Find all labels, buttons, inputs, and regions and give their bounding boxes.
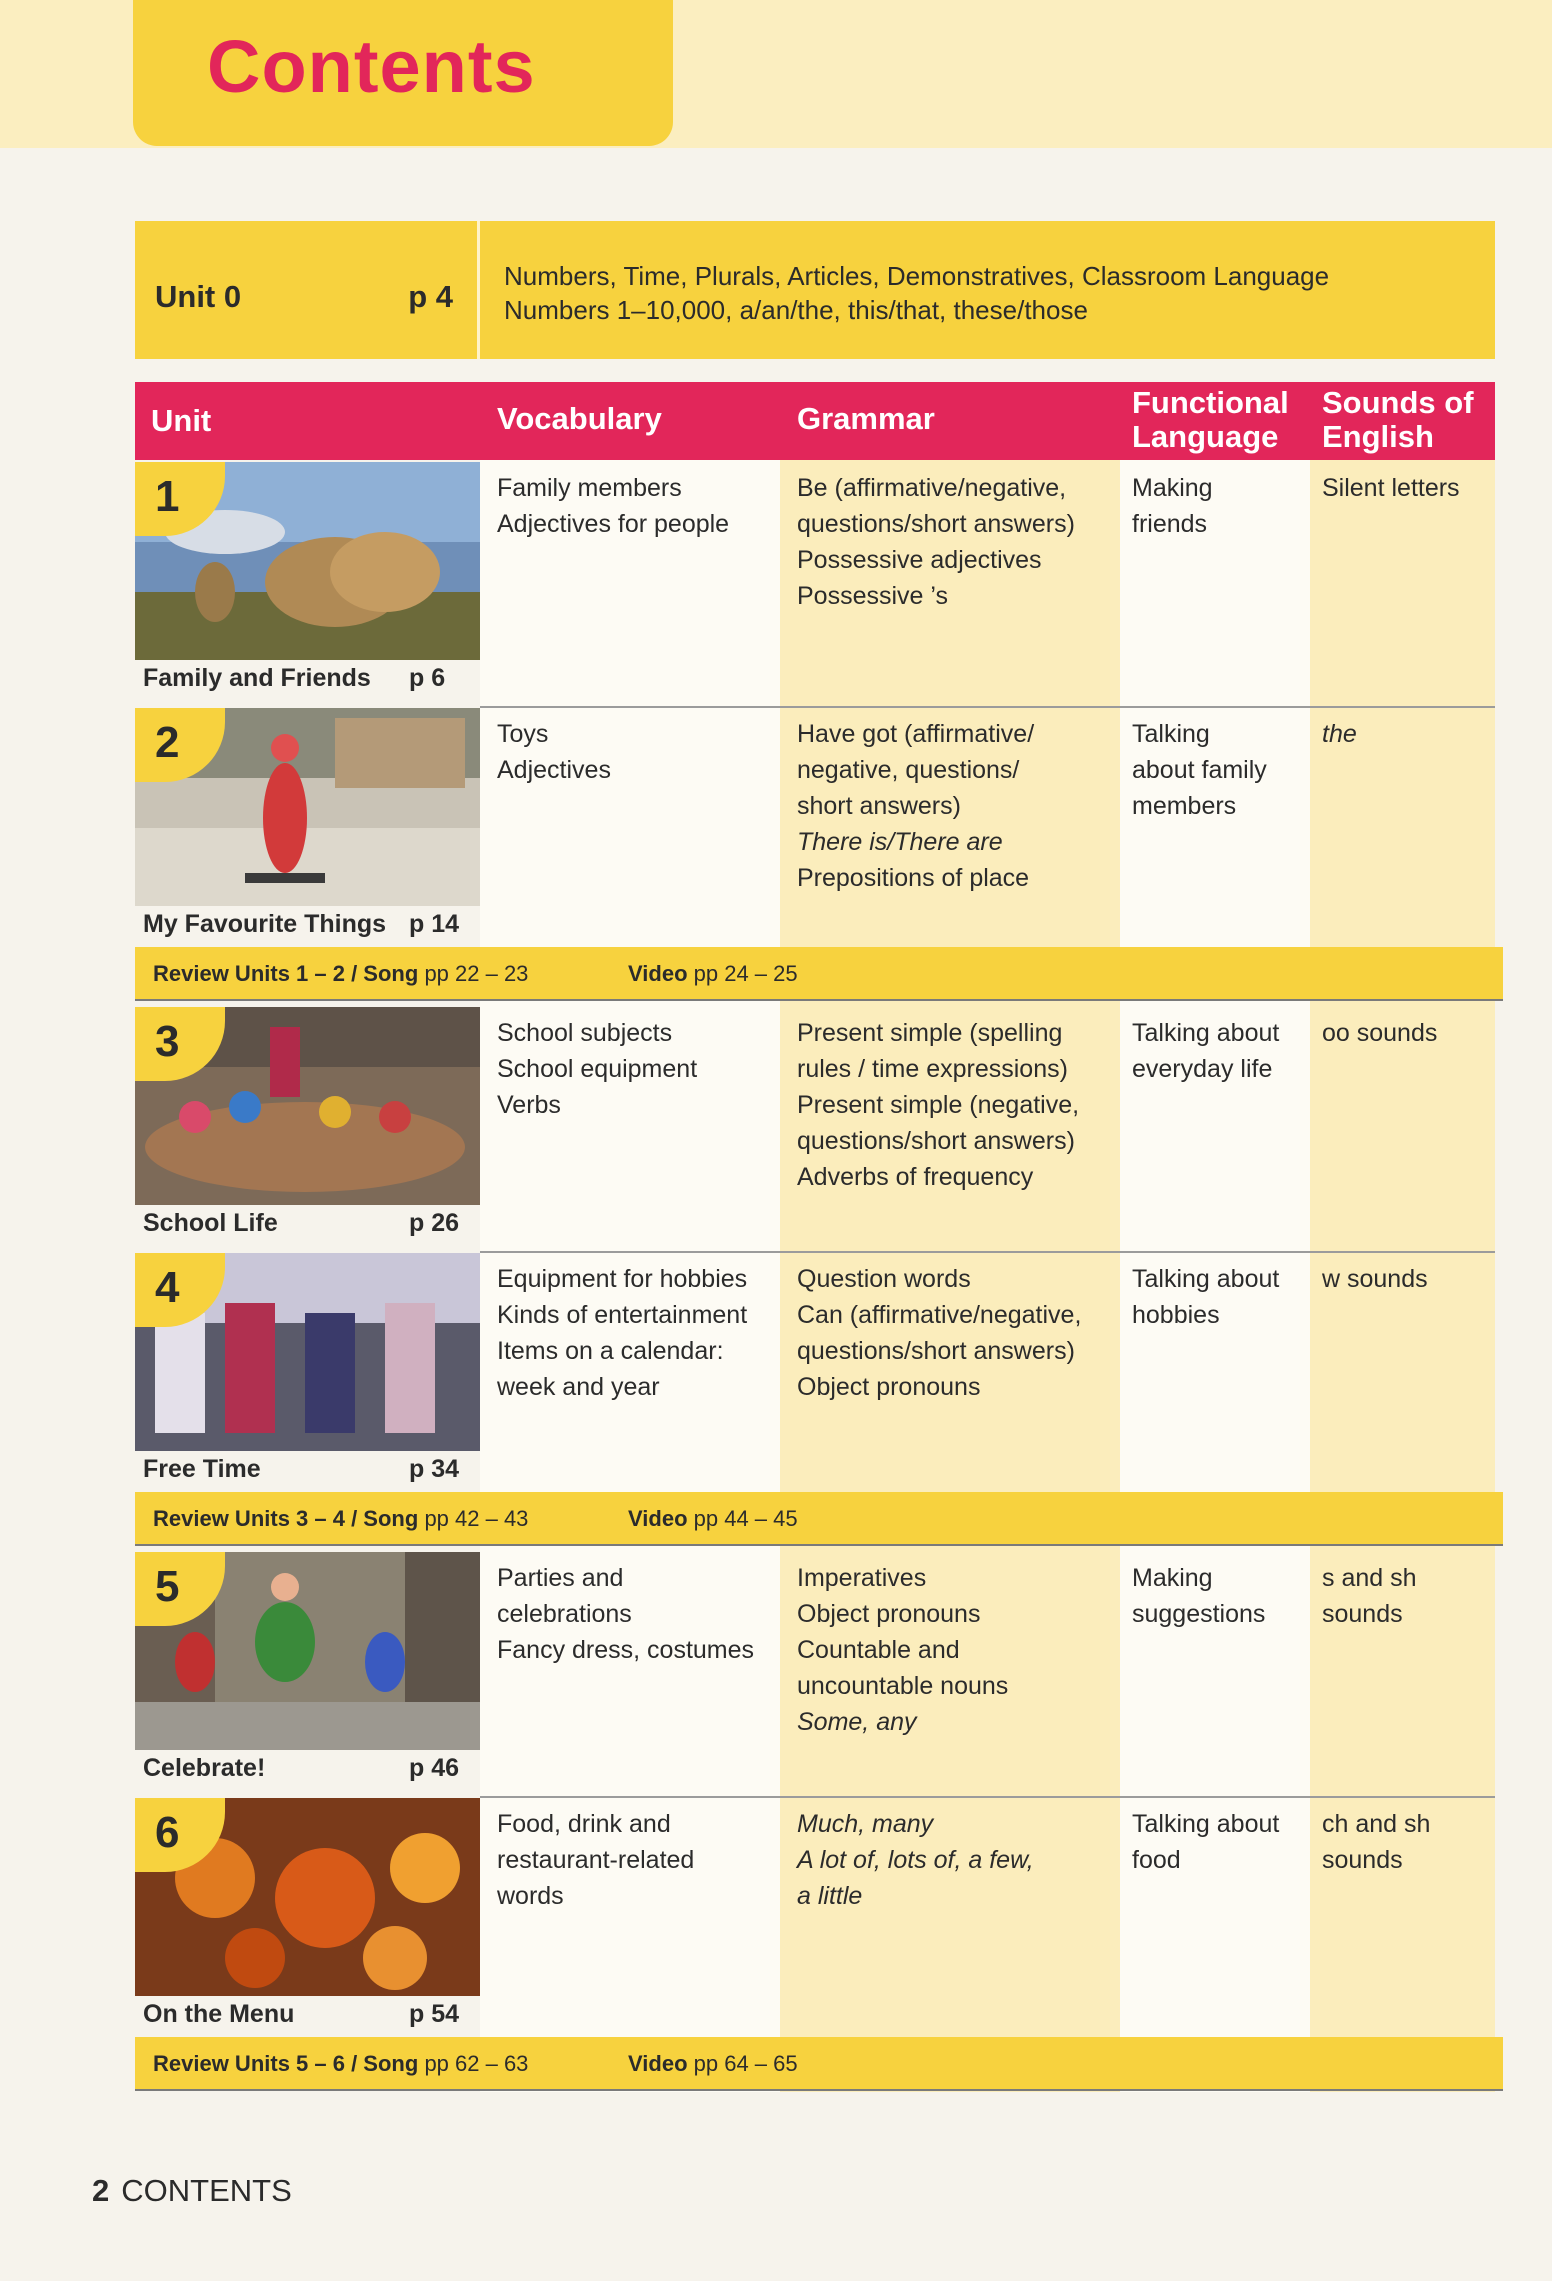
sounds-item: ch and sh (1322, 1810, 1431, 1838)
vocab-item: Items on a calendar: (497, 1337, 724, 1365)
unit-page: p 46 (409, 1754, 460, 1782)
functional-cell (1132, 716, 1312, 824)
sounds-item: the (1322, 720, 1357, 748)
functional-item: Talking about (1132, 1019, 1280, 1047)
grammar-item: rules / time expressions) (797, 1055, 1068, 1083)
functional-cell (1132, 1261, 1312, 1333)
unit-row-6 (135, 1798, 1495, 2042)
header-functional-2: Language (1132, 419, 1279, 454)
grammar-item: Adverbs of frequency (797, 1163, 1034, 1191)
functional-item: everyday life (1132, 1055, 1273, 1083)
grammar-item: uncountable nouns (797, 1672, 1009, 1700)
functional-cell (1132, 470, 1312, 542)
sounds-cell (1322, 1560, 1492, 1632)
functional-cell (1132, 1015, 1312, 1087)
footer-label: CONTENTS (121, 2173, 292, 2208)
unit-name: School Life (143, 1209, 278, 1237)
unit0-line2: Numbers 1–10,000, a/an/the, this/that, these/those (504, 295, 1088, 325)
vocab-item: Kinds of entertainment (497, 1301, 748, 1329)
page-number: 2 (92, 2173, 110, 2208)
sounds-cell (1322, 1261, 1492, 1297)
vocab-item: Equipment for hobbies (497, 1265, 748, 1293)
review-pages: pp 42 – 43 (424, 1506, 529, 1531)
vocabulary-cell (497, 1015, 787, 1123)
unit-page: p 6 (409, 664, 446, 692)
unit-number: 6 (155, 1808, 180, 1857)
vocabulary-cell (497, 1806, 787, 1914)
grammar-item: questions/short answers) (797, 1337, 1075, 1365)
grammar-item: Object pronouns (797, 1373, 981, 1401)
grammar-item: questions/short answers) (797, 510, 1075, 538)
vocab-item: Adjectives for people (497, 510, 730, 538)
vocab-item: Family members (497, 474, 682, 502)
grammar-item: Some, any (797, 1708, 917, 1736)
functional-cell (1132, 1806, 1312, 1878)
review-bar-3 (135, 2037, 1503, 2091)
functional-item: Making (1132, 1564, 1213, 1592)
unit-row-5 (135, 1552, 1495, 1796)
review-label: Review Units 5 – 6 / Song (153, 2051, 419, 2076)
grammar-item: Present simple (negative, (797, 1091, 1080, 1119)
unit-number: 5 (155, 1562, 180, 1611)
unit-number: 2 (155, 718, 180, 767)
sounds-item: Silent letters (1322, 474, 1460, 502)
grammar-item: Present simple (spelling (797, 1019, 1063, 1047)
grammar-item: A lot of, lots of, a few, (797, 1846, 1034, 1874)
unit-number: 4 (155, 1263, 180, 1312)
grammar-item: Prepositions of place (797, 864, 1030, 892)
functional-item: friends (1132, 510, 1208, 538)
grammar-cell (797, 1261, 1127, 1405)
unit-name: On the Menu (143, 2000, 295, 2028)
review-pages: pp 62 – 63 (424, 2051, 529, 2076)
unit-row-3 (135, 1007, 1495, 1251)
contents-table (135, 382, 1495, 2092)
grammar-item: Imperatives (797, 1564, 927, 1592)
grammar-item: Countable and (797, 1636, 960, 1664)
unit0-page: p 4 (408, 279, 453, 314)
functional-item: hobbies (1132, 1301, 1220, 1329)
sounds-item: sounds (1322, 1600, 1403, 1628)
header-grammar: Grammar (797, 401, 935, 436)
sounds-cell (1322, 1806, 1492, 1878)
vocab-item: Parties and (497, 1564, 624, 1592)
vocabulary-cell (497, 470, 787, 542)
sounds-cell (1322, 1015, 1492, 1051)
functional-item: suggestions (1132, 1600, 1266, 1628)
vocab-item: Fancy dress, costumes (497, 1636, 755, 1664)
vocab-item: Adjectives (497, 756, 611, 784)
review-label: Review Units 1 – 2 / Song (153, 961, 419, 986)
header-sounds-2: English (1322, 419, 1434, 454)
review-label: Review Units 3 – 4 / Song (153, 1506, 419, 1531)
vocabulary-cell (497, 1560, 787, 1668)
video-pages: pp 44 – 45 (693, 1506, 798, 1531)
unit-number: 1 (155, 472, 180, 521)
grammar-item: a little (797, 1882, 863, 1910)
unit-page: p 14 (409, 910, 460, 938)
grammar-item: negative, questions/ (797, 756, 1020, 784)
grammar-item: Object pronouns (797, 1600, 981, 1628)
unit-row-2 (135, 708, 1495, 952)
header-sounds-1: Sounds of (1322, 385, 1474, 420)
unit-page: p 54 (409, 2000, 460, 2028)
sounds-item: oo sounds (1322, 1019, 1438, 1047)
vocabulary-cell (497, 1261, 787, 1405)
vocab-item: Verbs (497, 1091, 561, 1119)
grammar-item: Have got (affirmative/ (797, 720, 1035, 748)
unit-name: Family and Friends (143, 664, 371, 692)
unit-number: 3 (155, 1017, 180, 1066)
header-functional-1: Functional (1132, 385, 1289, 420)
grammar-item: Be (affirmative/negative, (797, 474, 1067, 502)
vocab-item: celebrations (497, 1600, 632, 1628)
vocabulary-cell (497, 716, 787, 788)
sounds-item: w sounds (1322, 1265, 1428, 1293)
sounds-cell (1322, 716, 1492, 752)
functional-item: Making (1132, 474, 1213, 502)
sounds-item: s and sh (1322, 1564, 1417, 1592)
grammar-item: short answers) (797, 792, 961, 820)
functional-cell (1132, 1560, 1312, 1632)
unit0-line1: Numbers, Time, Plurals, Articles, Demonstratives, Classroom Language (504, 261, 1330, 291)
unit0-row (135, 221, 1495, 359)
unit-row-1 (135, 462, 1495, 706)
unit-name: My Favourite Things (143, 910, 387, 938)
video-pages: pp 64 – 65 (693, 2051, 798, 2076)
video-pages: pp 24 – 25 (693, 961, 798, 986)
vocab-item: restaurant-related (497, 1846, 695, 1874)
vocab-item: Food, drink and (497, 1810, 671, 1838)
functional-item: food (1132, 1846, 1181, 1874)
vocab-item: School equipment (497, 1055, 698, 1083)
review-bar-2 (135, 1492, 1503, 1546)
functional-item: members (1132, 792, 1237, 820)
review-bar-1 (135, 947, 1503, 1001)
grammar-cell (797, 1806, 1127, 1914)
grammar-item: There is/There are (797, 828, 1003, 856)
grammar-cell (797, 1560, 1127, 1740)
grammar-item: Possessive ’s (797, 582, 948, 610)
page-title: Contents (207, 25, 536, 108)
video-label: Video (628, 961, 688, 986)
vocab-item: Toys (497, 720, 549, 748)
grammar-item: questions/short answers) (797, 1127, 1075, 1155)
grammar-cell (797, 1015, 1127, 1195)
unit0-label: Unit 0 (155, 279, 242, 314)
unit-page: p 26 (409, 1209, 460, 1237)
title-tab (133, 0, 673, 146)
header-vocabulary: Vocabulary (497, 401, 662, 436)
video-label: Video (628, 1506, 688, 1531)
grammar-item: Question words (797, 1265, 971, 1293)
vocab-item: School subjects (497, 1019, 673, 1047)
video-label: Video (628, 2051, 688, 2076)
functional-item: Talking about (1132, 1810, 1280, 1838)
vocab-item: words (497, 1882, 564, 1910)
functional-item: about family (1132, 756, 1267, 784)
unit-page: p 34 (409, 1455, 460, 1483)
grammar-cell (797, 716, 1127, 896)
unit-row-4 (135, 1253, 1495, 1497)
grammar-item: Possessive adjectives (797, 546, 1042, 574)
page-footer (92, 2173, 292, 2209)
grammar-item: Can (affirmative/negative, (797, 1301, 1082, 1329)
sounds-item: sounds (1322, 1846, 1403, 1874)
table-header (135, 382, 1495, 460)
unit-name: Celebrate! (143, 1754, 266, 1782)
sounds-cell (1322, 470, 1492, 506)
functional-item: Talking (1132, 720, 1210, 748)
review-pages: pp 22 – 23 (424, 961, 529, 986)
vocab-item: week and year (497, 1373, 660, 1401)
unit-name: Free Time (143, 1455, 261, 1483)
grammar-item: Much, many (797, 1810, 934, 1838)
grammar-cell (797, 470, 1127, 614)
functional-item: Talking about (1132, 1265, 1280, 1293)
header-unit: Unit (151, 403, 212, 438)
